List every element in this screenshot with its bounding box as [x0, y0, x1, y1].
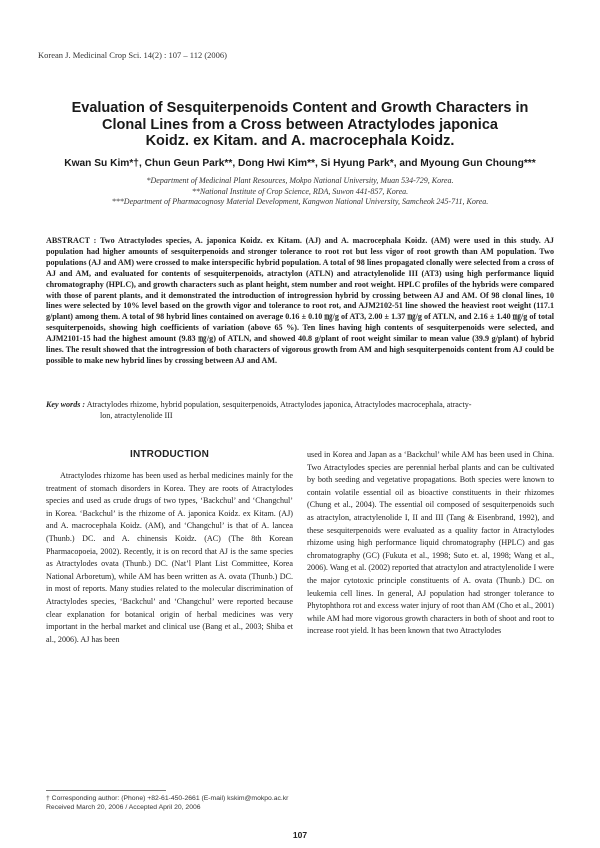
page-number: 107: [292, 830, 308, 840]
abstract-text: Two Atractylodes species, A. japonica Koidz. ex Kitam. (AJ) and A. macrocephala Koidz. (AM) were used in this study. AJ population had higher amounts of sesquiterpenoids and stronger tolerance to root rot but less vigor of root growth than AM population. Two populations (AJ and AM) were crossed to make interspecific hybrid population. A total of 98 lines propagated clonally were selected from a cross of AJ and AM, and evaluated for contents of sesquiterpenoids, atractylon (ATLN) and atractylenolide III (AT3) using high performance liquid chromatography (HPLC), and growth characters such as plant height, stem number and root weight. HPLC profiles of the hybrids were compared with those of parent plants, and it demonstrated the introduction of introgression hybrid by crossing between AJ and AM. Of 98 clonal lines, 10 lines were selected by 10% level based on the growth vigor and tolerance to root rot, and AJM2102-51 line showed the heaviest root weight (117.1 g/plant) among them. A total of 98 hybrid lines contained on average 0.16 ± 0.10 ㎎/g of AT3, 2.00 ± 1.37 ㎎/g of ATLN, and 2.16 ± 1.40 ㎎/g of total sesquiterpenoids, showing high coefficients of variation (above 65 %). Ten lines having high contents of sesquiterpenoids were selected, and AJM2101-15 had the highest amount (9.83 ㎎/g) of ATLN, and showed 40.8 g/plant of root weight similar to mean value (39.9 g/plant) of hybrid lines. The result showed that the introgression of both characters of vigorous growth from AM and high sesquiterpenoids content from AJ could be possible to make new hybrid lines by crossing between AJ and AM.: [46, 236, 554, 365]
title-line-2: Clonal Lines from a Cross between Atractylodes japonica: [102, 116, 498, 133]
left-column: [46, 449, 293, 646]
section-heading-introduction: INTRODUCTION: [129, 449, 210, 460]
keywords-line-2: lon, atractylenolide III: [100, 411, 173, 420]
abstract-label: ABSTRACT :: [46, 236, 97, 245]
affiliations: [30, 176, 570, 208]
footnote: [46, 794, 346, 812]
footnote-corresponding: † Corresponding author: (Phone) +82-61-450-2661 (E-mail) kskim@mokpo.ac.kr: [46, 795, 289, 802]
footnote-divider: [46, 790, 166, 791]
intro-paragraph-left: Atractylodes rhizome has been used as herbal medicines mainly for the treatment of stomach disorders in Korea. They are roots of Atractylodes species and used as crude drugs of two types, ‘Backchul’ and ‘Changchul’ in Korea. ‘Backchul’ is the rhizome of A. japonica Koidz. ex Kitam. (AJ) and A. macrocephala Koidz. (AM), and ‘Changchul’ is that of A. lancea (Thunb.) DC. and A. chinensis Koidz. (AC) (The 8th Korean Pharmacopoeia, 2002). Recently, it is on record that AJ is the same species as Atractylodes ovata (Thunb.) DC. (Nat’l Plant List Committee, Korea National Arboretum), while AM has been written as A. ovata (Thunb.) DC. in most of reports. Many studies related to the molecular discrimination of Atractylodes species, ‘Backchul’ and ‘Changchul’ were reported because clear explanation for botanical origin of herbal medicines was very important in the herbal market and clinical use (Bang et al., 2003; Shiba et al., 2006). AJ has been: [46, 471, 293, 644]
paper-title: [40, 100, 560, 150]
keywords: [46, 399, 554, 421]
abstract: [46, 236, 554, 367]
author-list: Kwan Su Kim*†, Chun Geun Park**, Dong Hwi Kim**, Si Hyung Park*, and Myoung Gun Choung***: [64, 158, 536, 169]
journal-citation: Korean J. Medicinal Crop Sci. 14(2) : 107 – 112 (2006): [38, 50, 228, 60]
intro-paragraph-right: used in Korea and Japan as a ‘Backchul’ while AM has been used in China. Two Atractylodes species are perennial herbal plants and can be cultivated by both seeding and vegetative propagations. Both species were known to contain volatile essential oil as bioactive constituents in their rhizomes (Chung et al., 2004). The essential oil composed of sesquiterpenoids such as atractylon, atractylenolide I, II and III (Tang & Eisenbrand, 1992), and these sesquiterpenoids were evaluated as a quality factor in Atractylodes rhizome using high performance liquid chromatography (HPLC) and gas chromatography (GC) (Fukuta et al., 1998; Suto et. al, 1998; Wang et al., 2006). Wang et al. (2002) reported that atractylon and atractylenolide I were the major cytotoxic principle constituents of A. ovata (Thunb.) DC. on leukemia cell lines. In general, AJ population had stronger tolerance to Phytophthora rot and excess water injury of root than AM (Cho et al., 2001) while AM had more vigorous growth characters in both of shoot and root to increase root yield. It has been known that two Atractylodes: [307, 450, 554, 636]
keywords-label: Key words :: [46, 400, 86, 409]
title-line-3: Koidz. ex Kitam. and A. macrocephala Koidz.: [145, 133, 455, 149]
affiliation-2: **National Institute of Crop Science, RDA, Suwon 441-857, Korea.: [191, 186, 409, 196]
title-line-1: Evaluation of Sesquiterpenoids Content and Growth Characters in: [71, 100, 529, 116]
affiliation-1: *Department of Medicinal Plant Resources, Mokpo National University, Muan 534-729, Korea.: [146, 176, 454, 185]
keywords-line-1: Atractylodes rhizome, hybrid population, sesquiterpenoids, Atractylodes japonica, Atractylodes macrocephala, atracty-: [86, 400, 472, 409]
footnote-received: Received March 20, 2006 / Accepted April 20, 2006: [46, 804, 201, 811]
affiliation-3: ***Department of Pharmacognosy Material Development, Kangwon National University, Samcheok 245-711, Korea.: [111, 197, 489, 206]
right-column: [307, 449, 554, 638]
